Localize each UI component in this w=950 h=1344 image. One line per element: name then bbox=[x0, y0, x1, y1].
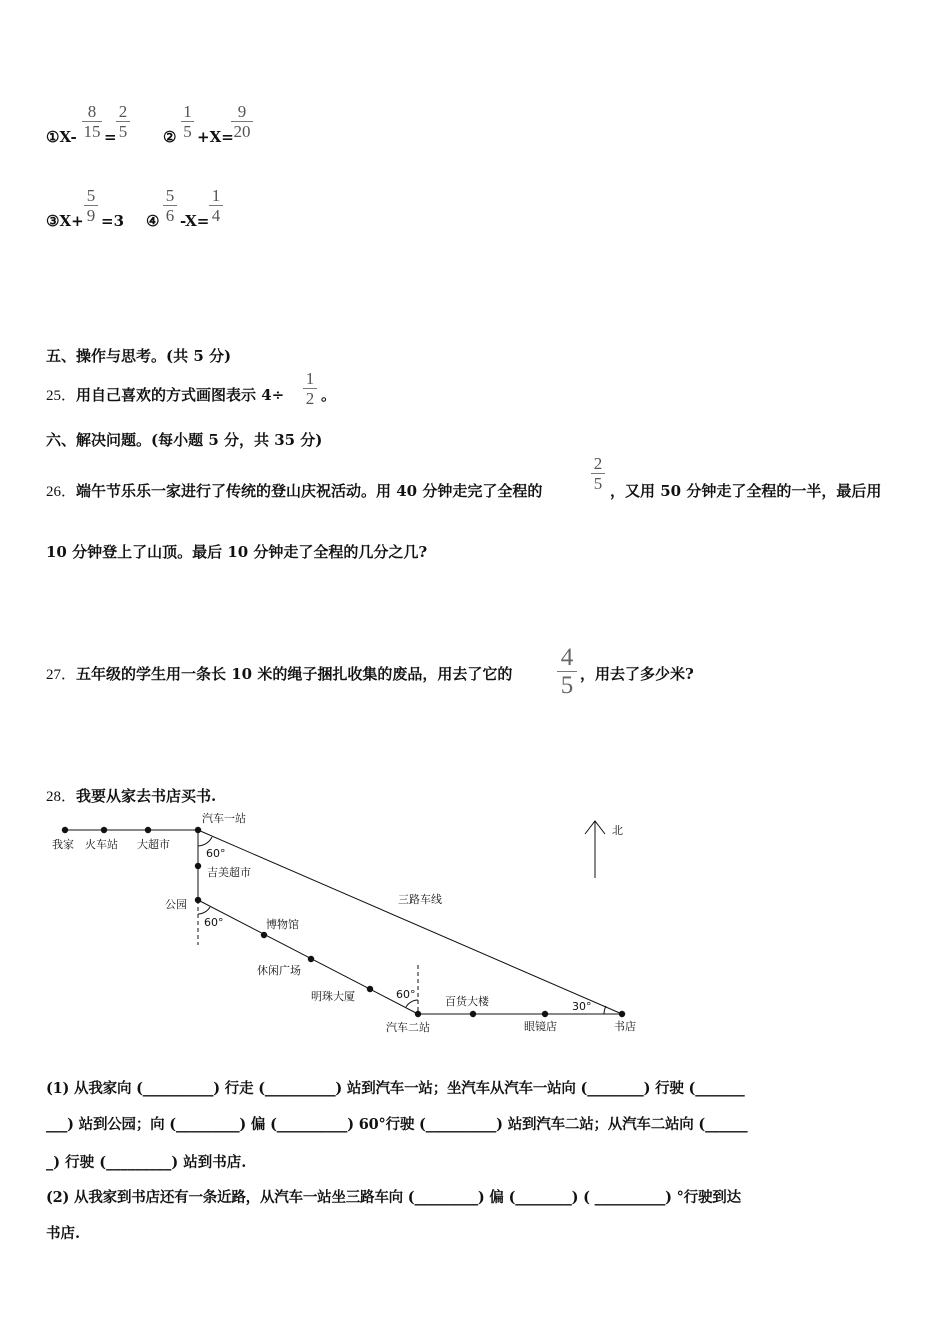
label-pearl-tower: 明珠大厦 bbox=[311, 990, 355, 1003]
question-27: 27．五年级的学生用一条长 10 米的绳子捆扎收集的废品，用去了它的 bbox=[46, 665, 513, 683]
equation-3: ③X+ bbox=[46, 212, 84, 230]
label-dept-store: 百货大楼 bbox=[445, 995, 489, 1008]
fraction: 4 5 bbox=[557, 645, 577, 698]
minus-x-equals: -X= bbox=[180, 212, 210, 230]
point-museum bbox=[261, 932, 267, 938]
point-pearl-tower bbox=[367, 986, 373, 992]
question-28-part1-line2: ___) 站到公园；向 (_________) 偏 (__________) 60°行驶 (__________) 站到汽车二站；从汽车二站向 (______ bbox=[46, 1116, 748, 1133]
point-bus-stop-2 bbox=[415, 1011, 421, 1017]
point-optician bbox=[542, 1011, 548, 1017]
angle-label: 30° bbox=[572, 1000, 592, 1013]
label-jimei-market: 吉美超市 bbox=[207, 866, 251, 879]
label-optician: 眼镜店 bbox=[524, 1020, 557, 1033]
question-28-part1-line3: _) 行驶 (_________) 站到书店. bbox=[46, 1154, 247, 1171]
equation-2: ② bbox=[163, 128, 177, 146]
question-28-part2-line2: 书店. bbox=[46, 1225, 81, 1242]
point-plaza bbox=[308, 956, 314, 962]
question-26: 26．端午节乐乐一家进行了传统的登山庆祝活动。用 40 分钟走完了全程的 bbox=[46, 482, 543, 500]
point-supermarket bbox=[145, 827, 151, 833]
fraction: 9 20 bbox=[231, 103, 253, 140]
label-bus-stop-2: 汽车二站 bbox=[386, 1021, 430, 1034]
fraction: 1 4 bbox=[209, 187, 223, 224]
label-home: 我家 bbox=[52, 838, 74, 851]
fraction: 5 9 bbox=[84, 187, 98, 224]
label-plaza: 休闲广场 bbox=[257, 964, 301, 977]
angle-label: 60° bbox=[206, 847, 226, 860]
angle-label: 60° bbox=[396, 988, 416, 1001]
period: 。 bbox=[321, 386, 337, 404]
question-27-cont: ，用去了多少米? bbox=[580, 665, 694, 683]
equals-three: =3 bbox=[101, 212, 125, 230]
label-park: 公园 bbox=[165, 898, 187, 911]
point-park bbox=[195, 897, 201, 903]
question-28: 28．我要从家去书店买书. bbox=[46, 787, 217, 805]
question-28-part2-line1: (2) 从我家到书店还有一条近路，从汽车一站坐三路车向 (_________) 偏 (________) ( __________) °行驶到达 bbox=[46, 1189, 741, 1206]
question-26-cont: ，又用 50 分钟走了全程的一半，最后用 bbox=[610, 482, 882, 500]
angle-label: 60° bbox=[204, 916, 224, 929]
label-bus-stop-1: 汽车一站 bbox=[202, 812, 246, 825]
point-home bbox=[62, 827, 68, 833]
label-bookstore: 书店 bbox=[614, 1020, 636, 1033]
fraction: 1 5 bbox=[181, 103, 194, 140]
question-25: 25．用自己喜欢的方式画图表示 4÷ bbox=[46, 386, 285, 404]
fraction: 5 6 bbox=[163, 187, 177, 224]
equals: = bbox=[104, 128, 117, 146]
label-supermarket: 大超市 bbox=[137, 838, 170, 851]
point-bookstore bbox=[619, 1011, 625, 1017]
question-28-part1-line1: (1) 从我家向 (__________) 行走 (__________) 站到汽车一站；坐汽车从汽车一站向 (________) 行驶 (_______ bbox=[46, 1080, 745, 1097]
north-label: 北 bbox=[612, 824, 623, 837]
label-route-3: 三路车线 bbox=[398, 893, 442, 906]
label-museum: 博物馆 bbox=[266, 918, 299, 931]
equation-4: ④ bbox=[146, 212, 160, 230]
plus-x-equals: +X= bbox=[197, 128, 234, 146]
point-bus-stop-1 bbox=[195, 827, 201, 833]
fraction: 2 5 bbox=[116, 103, 130, 140]
point-jimei-market bbox=[195, 863, 201, 869]
section-6-title: 六、解决问题。(每小题 5 分，共 35 分) bbox=[46, 431, 323, 449]
point-train-station bbox=[101, 827, 107, 833]
fraction: 2 5 bbox=[591, 455, 605, 492]
fraction: 1 2 bbox=[303, 370, 317, 407]
point-dept-store bbox=[470, 1011, 476, 1017]
label-train-station: 火车站 bbox=[85, 838, 118, 851]
equation-1: ①X- bbox=[46, 128, 77, 146]
question-26-line2: 10 分钟登上了山顶。最后 10 分钟走了全程的几分之几? bbox=[46, 543, 428, 561]
fraction: 8 15 bbox=[83, 102, 101, 141]
section-5-title: 五、操作与思考。(共 5 分) bbox=[46, 347, 232, 365]
